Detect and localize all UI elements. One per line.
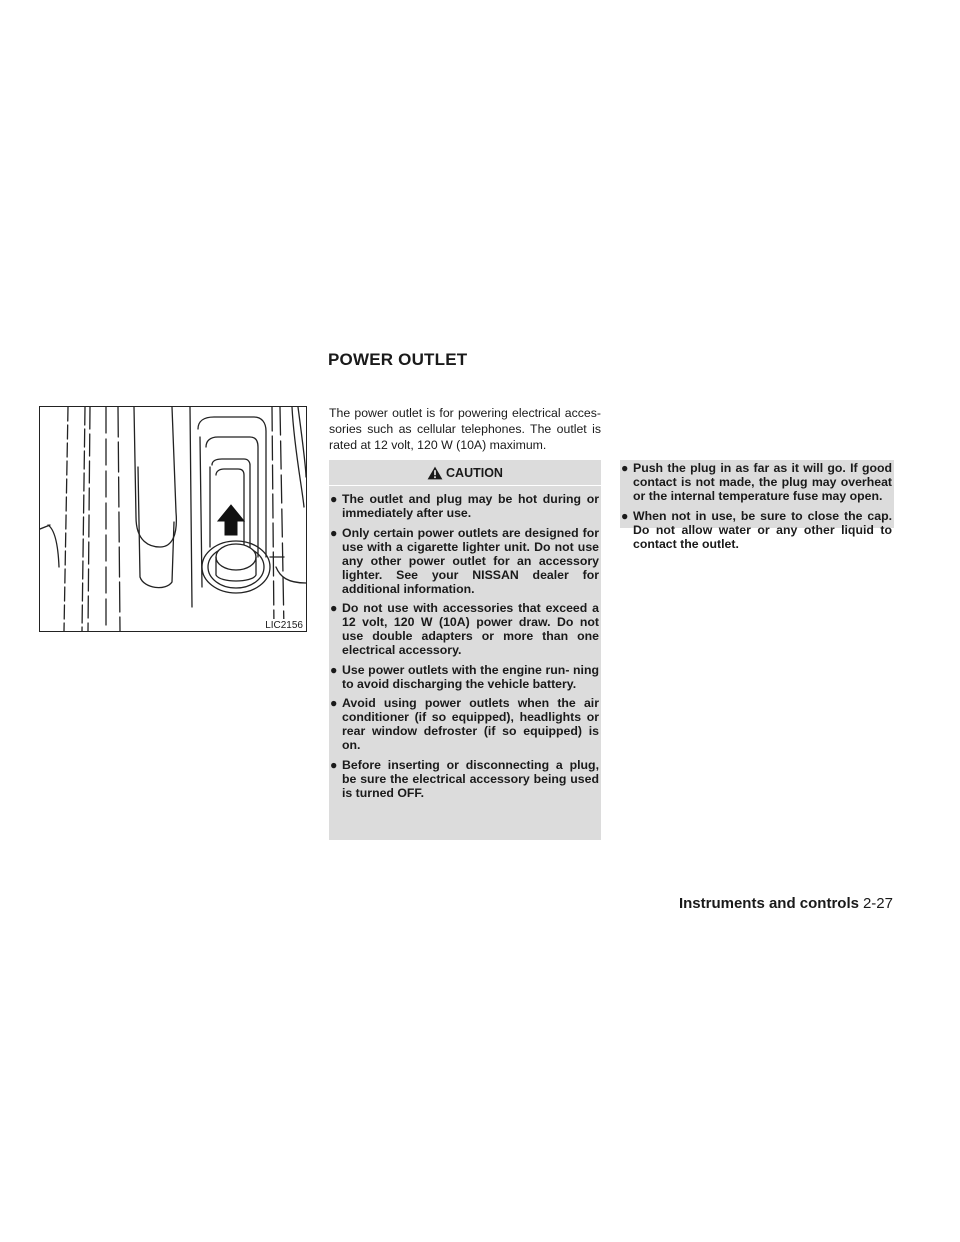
caution-item: ● Avoid using power outlets when the air conditioner (if so equipped), headlights or rear window defroster (if so equipped) is on. [330, 696, 599, 753]
power-outlet-illustration [39, 406, 307, 632]
page-number: 2-27 [862, 895, 893, 912]
caution-heading [329, 460, 601, 486]
bullet: ● [330, 696, 338, 711]
bullet: ● [330, 662, 338, 677]
caution-item: ● The outlet and plug may be hot during or immediately after use. [330, 492, 599, 520]
caution-item: ● Use power outlets with the engine run- ning to avoid discharging the vehicle battery. [330, 662, 599, 691]
bullet: ● [330, 525, 338, 540]
page-footer [679, 895, 893, 912]
outlet-drawing [40, 407, 306, 631]
warning-triangle-icon [427, 466, 443, 480]
bullet: ● [330, 492, 338, 506]
caution-list-continued [620, 460, 894, 551]
caution-box [329, 460, 601, 840]
caution-item: ● Before inserting or disconnecting a plug, be sure the electrical accessory being used is turned OFF. [330, 757, 599, 800]
bullet: ● [621, 508, 629, 523]
bullet: ● [621, 461, 629, 475]
figure-label: LIC2156 [261, 619, 306, 631]
bullet: ● [330, 601, 338, 616]
caution-item: ● Push the plug in as far as it will go. If good contact is not made, the plug may overheat or the internal temperature fuse may open. [621, 461, 892, 503]
caution-heading-text: CAUTION [446, 465, 503, 480]
caution-list [329, 486, 601, 800]
section-title: POWER OUTLET [328, 350, 468, 369]
caution-item: ● Only certain power outlets are designed for use with a cigarette lighter unit. Do not use any other power outlet for an accessory lighter. See your NISSAN dealer for additional information. [330, 525, 599, 596]
caution-box-continued [620, 460, 894, 551]
caution-item: ● When not in use, be sure to close the cap. Do not allow water or any other liquid to contact the outlet. [621, 508, 892, 551]
caution-item: ● Do not use with accessories that exceed a 12 volt, 120 W (10A) power draw. Do not use double adapters or more than one electrical accessory. [330, 601, 599, 658]
intro-paragraph: The power outlet is for powering electrical acces- sories such as cellular telephones. The outlet is rated at 12 volt, 120 W (10A) maximum. [329, 406, 601, 452]
bullet: ● [330, 757, 338, 772]
chapter-title: Instruments and controls [678, 895, 859, 912]
